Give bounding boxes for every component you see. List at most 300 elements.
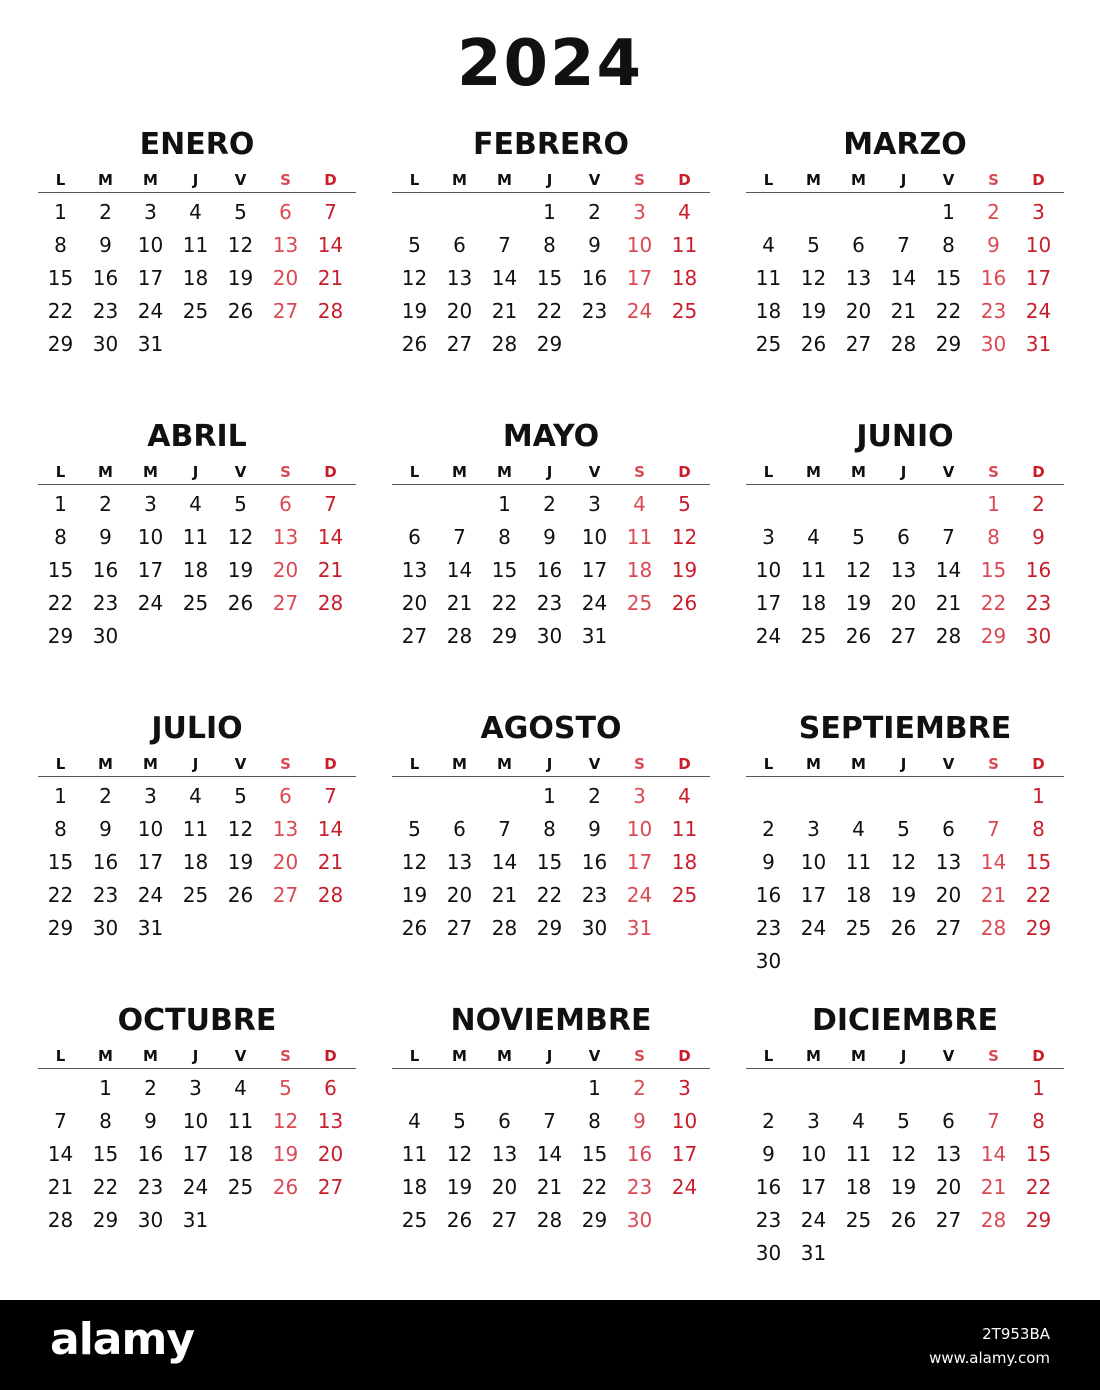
day-cell: 15 <box>980 558 1007 582</box>
day-cell: 24 <box>800 1208 827 1232</box>
weekday-label: M <box>143 1047 158 1065</box>
day-cell: 14 <box>317 233 344 257</box>
day-cell: 18 <box>755 299 782 323</box>
day-cell: 24 <box>626 299 653 323</box>
weekday-label: M <box>851 171 866 189</box>
day-cell: 5 <box>234 200 247 224</box>
weekday-label: M <box>806 755 821 773</box>
day-cell: 15 <box>536 266 563 290</box>
weekday-label: D <box>324 171 337 189</box>
day-cell: 22 <box>92 1175 119 1199</box>
empty-cell <box>791 1072 836 1105</box>
day-cell: 25 <box>755 332 782 356</box>
day-cell: 2 <box>1032 492 1045 516</box>
empty-cell <box>791 488 836 521</box>
day-cell: 12 <box>446 1142 473 1166</box>
day-cell: 14 <box>317 525 344 549</box>
weekday-label: S <box>280 463 291 481</box>
day-cell: 8 <box>99 1109 112 1133</box>
day-cell: 17 <box>800 883 827 907</box>
day-cell: 8 <box>588 1109 601 1133</box>
empty-cell <box>746 1072 791 1105</box>
day-cell: 12 <box>227 817 254 841</box>
year-title: 2024 <box>456 27 644 101</box>
day-cell: 22 <box>980 591 1007 615</box>
day-cell: 27 <box>446 916 473 940</box>
weekday-label: M <box>497 1047 512 1065</box>
day-cell: 23 <box>581 299 608 323</box>
day-cell: 24 <box>1025 299 1052 323</box>
day-cell: 27 <box>272 591 299 615</box>
weekday-label: M <box>851 755 866 773</box>
day-cell: 30 <box>536 624 563 648</box>
day-cell: 15 <box>536 850 563 874</box>
day-cell: 4 <box>678 200 691 224</box>
day-cell: 23 <box>92 883 119 907</box>
day-cell: 16 <box>92 266 119 290</box>
day-cell: 20 <box>935 1175 962 1199</box>
month-title: NOVIEMBRE <box>450 1003 652 1038</box>
day-cell: 12 <box>401 266 428 290</box>
day-cell: 24 <box>671 1175 698 1199</box>
day-cell: 8 <box>543 233 556 257</box>
day-cell: 25 <box>227 1175 254 1199</box>
day-cell: 7 <box>324 784 337 808</box>
empty-cell <box>392 1072 437 1105</box>
day-cell: 21 <box>47 1175 74 1199</box>
day-cell: 8 <box>54 233 67 257</box>
weekday-header <box>746 460 1064 485</box>
day-cell: 6 <box>279 200 292 224</box>
day-cell: 6 <box>942 1109 955 1133</box>
day-cell: 21 <box>980 883 1007 907</box>
empty-cell <box>392 196 437 229</box>
weekday-label: V <box>588 1047 601 1065</box>
day-cell: 18 <box>227 1142 254 1166</box>
day-cell: 2 <box>987 200 1000 224</box>
day-cell: 13 <box>317 1109 344 1133</box>
empty-cell <box>926 488 971 521</box>
day-cell: 3 <box>678 1076 691 1100</box>
day-cell: 24 <box>182 1175 209 1199</box>
day-cell: 29 <box>1025 1208 1052 1232</box>
day-cell: 28 <box>491 916 518 940</box>
day-cell: 3 <box>633 784 646 808</box>
day-cell: 13 <box>272 817 299 841</box>
day-cell: 9 <box>762 1142 775 1166</box>
day-cell: 12 <box>671 525 698 549</box>
month-octubre <box>38 1004 356 1237</box>
weekday-label: J <box>192 171 199 189</box>
day-cell: 15 <box>1025 850 1052 874</box>
day-cell: 5 <box>807 233 820 257</box>
weekday-header <box>746 752 1064 777</box>
day-cell: 28 <box>317 591 344 615</box>
day-cell: 15 <box>581 1142 608 1166</box>
days-grid <box>746 1069 1061 1270</box>
day-cell: 17 <box>137 850 164 874</box>
weekday-label: L <box>409 171 420 189</box>
weekday-label: S <box>634 755 645 773</box>
weekday-label: J <box>546 171 553 189</box>
day-cell: 30 <box>755 949 782 973</box>
day-cell: 19 <box>890 883 917 907</box>
day-cell: 14 <box>47 1142 74 1166</box>
day-cell: 29 <box>47 624 74 648</box>
day-cell: 11 <box>845 850 872 874</box>
day-cell: 20 <box>890 591 917 615</box>
day-cell: 10 <box>626 233 653 257</box>
weekday-label: L <box>55 1047 66 1065</box>
empty-cell <box>926 1072 971 1105</box>
day-cell: 3 <box>144 200 157 224</box>
month-title: SEPTIEMBRE <box>798 711 1012 746</box>
month-diciembre <box>746 1004 1064 1270</box>
day-cell: 4 <box>852 1109 865 1133</box>
day-cell: 17 <box>626 850 653 874</box>
day-cell: 31 <box>137 332 164 356</box>
day-cell: 4 <box>408 1109 421 1133</box>
empty-cell <box>527 1072 572 1105</box>
day-cell: 1 <box>1032 784 1045 808</box>
day-cell: 13 <box>401 558 428 582</box>
day-cell: 2 <box>144 1076 157 1100</box>
day-cell: 3 <box>807 1109 820 1133</box>
day-cell: 20 <box>491 1175 518 1199</box>
day-cell: 30 <box>92 332 119 356</box>
day-cell: 9 <box>588 817 601 841</box>
weekday-label: S <box>988 463 999 481</box>
day-cell: 26 <box>401 916 428 940</box>
day-cell: 17 <box>182 1142 209 1166</box>
day-cell: 27 <box>935 916 962 940</box>
day-cell: 20 <box>272 850 299 874</box>
weekday-label: D <box>324 755 337 773</box>
day-cell: 28 <box>317 883 344 907</box>
day-cell: 1 <box>54 784 67 808</box>
day-cell: 1 <box>54 492 67 516</box>
day-cell: 22 <box>581 1175 608 1199</box>
weekday-header <box>38 168 356 193</box>
weekday-label: V <box>588 171 601 189</box>
day-cell: 20 <box>446 299 473 323</box>
day-cell: 27 <box>890 624 917 648</box>
month-title: JULIO <box>151 711 243 746</box>
day-cell: 4 <box>852 817 865 841</box>
weekday-label: S <box>988 1047 999 1065</box>
day-cell: 3 <box>807 817 820 841</box>
day-cell: 25 <box>182 883 209 907</box>
day-cell: 29 <box>536 332 563 356</box>
day-cell: 17 <box>800 1175 827 1199</box>
day-cell: 26 <box>800 332 827 356</box>
day-cell: 10 <box>755 558 782 582</box>
day-cell: 4 <box>189 784 202 808</box>
weekday-label: J <box>546 463 553 481</box>
weekday-header <box>38 1044 356 1069</box>
weekday-label: D <box>1032 171 1045 189</box>
day-cell: 15 <box>47 850 74 874</box>
day-cell: 26 <box>671 591 698 615</box>
empty-cell <box>881 488 926 521</box>
day-cell: 19 <box>227 850 254 874</box>
day-cell: 2 <box>762 1109 775 1133</box>
days-grid <box>746 193 1061 361</box>
day-cell: 25 <box>845 1208 872 1232</box>
day-cell: 7 <box>54 1109 67 1133</box>
day-cell: 4 <box>234 1076 247 1100</box>
days-grid <box>38 485 353 653</box>
day-cell: 31 <box>1025 332 1052 356</box>
day-cell: 26 <box>890 1208 917 1232</box>
day-cell: 23 <box>137 1175 164 1199</box>
day-cell: 7 <box>543 1109 556 1133</box>
day-cell: 17 <box>137 266 164 290</box>
day-cell: 23 <box>536 591 563 615</box>
day-cell: 1 <box>54 200 67 224</box>
day-cell: 28 <box>491 332 518 356</box>
weekday-label: L <box>55 171 66 189</box>
day-cell: 30 <box>626 1208 653 1232</box>
empty-cell <box>746 488 791 521</box>
day-cell: 8 <box>942 233 955 257</box>
day-cell: 25 <box>845 916 872 940</box>
weekday-label: J <box>192 1047 199 1065</box>
empty-cell <box>746 780 791 813</box>
day-cell: 14 <box>890 266 917 290</box>
day-cell: 22 <box>47 591 74 615</box>
weekday-label: M <box>143 463 158 481</box>
weekday-label: S <box>988 755 999 773</box>
weekday-header <box>392 1044 710 1069</box>
weekday-label: L <box>763 171 774 189</box>
day-cell: 14 <box>980 1142 1007 1166</box>
day-cell: 19 <box>227 558 254 582</box>
day-cell: 14 <box>536 1142 563 1166</box>
weekday-label: M <box>143 171 158 189</box>
day-cell: 6 <box>498 1109 511 1133</box>
day-cell: 24 <box>626 883 653 907</box>
day-cell: 8 <box>54 525 67 549</box>
day-cell: 22 <box>47 299 74 323</box>
day-cell: 19 <box>845 591 872 615</box>
day-cell: 9 <box>633 1109 646 1133</box>
day-cell: 10 <box>581 525 608 549</box>
day-cell: 20 <box>317 1142 344 1166</box>
day-cell: 7 <box>453 525 466 549</box>
day-cell: 24 <box>581 591 608 615</box>
day-cell: 16 <box>1025 558 1052 582</box>
day-cell: 7 <box>987 817 1000 841</box>
day-cell: 30 <box>137 1208 164 1232</box>
day-cell: 22 <box>1025 1175 1052 1199</box>
days-grid <box>392 1069 707 1237</box>
day-cell: 30 <box>1025 624 1052 648</box>
day-cell: 18 <box>845 1175 872 1199</box>
day-cell: 15 <box>491 558 518 582</box>
day-cell: 3 <box>588 492 601 516</box>
day-cell: 18 <box>845 883 872 907</box>
day-cell: 29 <box>581 1208 608 1232</box>
day-cell: 2 <box>633 1076 646 1100</box>
alamy-logo: alamy <box>50 1314 194 1365</box>
weekday-label: D <box>678 463 691 481</box>
day-cell: 25 <box>182 591 209 615</box>
weekday-label: L <box>55 755 66 773</box>
empty-cell <box>482 1072 527 1105</box>
day-cell: 23 <box>755 916 782 940</box>
weekday-label: L <box>763 1047 774 1065</box>
day-cell: 29 <box>47 332 74 356</box>
weekday-label: M <box>497 171 512 189</box>
day-cell: 18 <box>671 850 698 874</box>
day-cell: 9 <box>144 1109 157 1133</box>
day-cell: 14 <box>980 850 1007 874</box>
day-cell: 10 <box>800 1142 827 1166</box>
weekday-label: S <box>280 171 291 189</box>
days-grid <box>746 485 1061 653</box>
day-cell: 15 <box>47 558 74 582</box>
weekday-label: M <box>806 171 821 189</box>
day-cell: 3 <box>144 492 157 516</box>
empty-cell <box>791 196 836 229</box>
day-cell: 12 <box>845 558 872 582</box>
day-cell: 18 <box>671 266 698 290</box>
day-cell: 17 <box>1025 266 1052 290</box>
days-grid <box>38 1069 353 1237</box>
day-cell: 10 <box>137 817 164 841</box>
day-cell: 8 <box>498 525 511 549</box>
day-cell: 21 <box>317 558 344 582</box>
weekday-label: M <box>452 463 467 481</box>
day-cell: 29 <box>491 624 518 648</box>
day-cell: 29 <box>47 916 74 940</box>
weekday-header <box>392 460 710 485</box>
day-cell: 25 <box>671 299 698 323</box>
day-cell: 20 <box>845 299 872 323</box>
empty-cell <box>971 780 1016 813</box>
day-cell: 7 <box>498 817 511 841</box>
day-cell: 21 <box>980 1175 1007 1199</box>
day-cell: 8 <box>543 817 556 841</box>
day-cell: 9 <box>588 233 601 257</box>
day-cell: 2 <box>588 784 601 808</box>
weekday-label: V <box>942 463 955 481</box>
weekday-label: D <box>1032 463 1045 481</box>
day-cell: 12 <box>227 233 254 257</box>
day-cell: 17 <box>671 1142 698 1166</box>
day-cell: 1 <box>588 1076 601 1100</box>
day-cell: 11 <box>182 525 209 549</box>
day-cell: 6 <box>324 1076 337 1100</box>
month-title: DICIEMBRE <box>811 1003 999 1038</box>
day-cell: 9 <box>99 525 112 549</box>
day-cell: 17 <box>581 558 608 582</box>
weekday-label: V <box>942 171 955 189</box>
day-cell: 9 <box>543 525 556 549</box>
day-cell: 5 <box>678 492 691 516</box>
day-cell: 11 <box>227 1109 254 1133</box>
weekday-header <box>392 752 710 777</box>
day-cell: 7 <box>324 492 337 516</box>
day-cell: 10 <box>800 850 827 874</box>
month-title: FEBRERO <box>472 127 630 162</box>
weekday-header <box>746 168 1064 193</box>
day-cell: 26 <box>227 883 254 907</box>
day-cell: 21 <box>890 299 917 323</box>
day-cell: 21 <box>536 1175 563 1199</box>
weekday-header <box>38 460 356 485</box>
day-cell: 9 <box>99 233 112 257</box>
image-id: 2T953BA <box>982 1325 1050 1343</box>
day-cell: 13 <box>845 266 872 290</box>
weekday-header <box>392 168 710 193</box>
day-cell: 11 <box>182 233 209 257</box>
day-cell: 3 <box>144 784 157 808</box>
month-agosto <box>392 712 710 945</box>
weekday-label: D <box>1032 755 1045 773</box>
site-url: www.alamy.com <box>929 1349 1050 1367</box>
weekday-label: M <box>806 1047 821 1065</box>
day-cell: 13 <box>935 850 962 874</box>
day-cell: 10 <box>182 1109 209 1133</box>
day-cell: 24 <box>137 591 164 615</box>
day-cell: 5 <box>453 1109 466 1133</box>
month-enero <box>38 128 356 361</box>
day-cell: 15 <box>92 1142 119 1166</box>
day-cell: 22 <box>536 883 563 907</box>
weekday-label: J <box>192 463 199 481</box>
empty-cell <box>836 488 881 521</box>
weekday-label: M <box>452 755 467 773</box>
day-cell: 31 <box>800 1241 827 1265</box>
footer-bar <box>0 1300 1100 1390</box>
day-cell: 7 <box>987 1109 1000 1133</box>
day-cell: 28 <box>935 624 962 648</box>
day-cell: 25 <box>182 299 209 323</box>
days-grid <box>392 485 707 653</box>
day-cell: 19 <box>671 558 698 582</box>
day-cell: 14 <box>317 817 344 841</box>
day-cell: 20 <box>272 558 299 582</box>
day-cell: 30 <box>92 916 119 940</box>
day-cell: 19 <box>227 266 254 290</box>
day-cell: 5 <box>279 1076 292 1100</box>
weekday-label: L <box>55 463 66 481</box>
day-cell: 11 <box>626 525 653 549</box>
days-grid <box>392 193 707 361</box>
day-cell: 7 <box>897 233 910 257</box>
weekday-label: V <box>234 755 247 773</box>
day-cell: 17 <box>137 558 164 582</box>
empty-cell <box>836 1072 881 1105</box>
month-title: AGOSTO <box>480 711 622 746</box>
weekday-label: D <box>1032 1047 1045 1065</box>
day-cell: 13 <box>272 525 299 549</box>
day-cell: 11 <box>671 233 698 257</box>
empty-cell <box>482 196 527 229</box>
day-cell: 6 <box>453 233 466 257</box>
day-cell: 20 <box>935 883 962 907</box>
month-septiembre <box>746 712 1064 978</box>
weekday-label: J <box>900 463 907 481</box>
day-cell: 29 <box>536 916 563 940</box>
day-cell: 25 <box>401 1208 428 1232</box>
day-cell: 21 <box>317 850 344 874</box>
day-cell: 4 <box>807 525 820 549</box>
day-cell: 31 <box>581 624 608 648</box>
day-cell: 3 <box>633 200 646 224</box>
